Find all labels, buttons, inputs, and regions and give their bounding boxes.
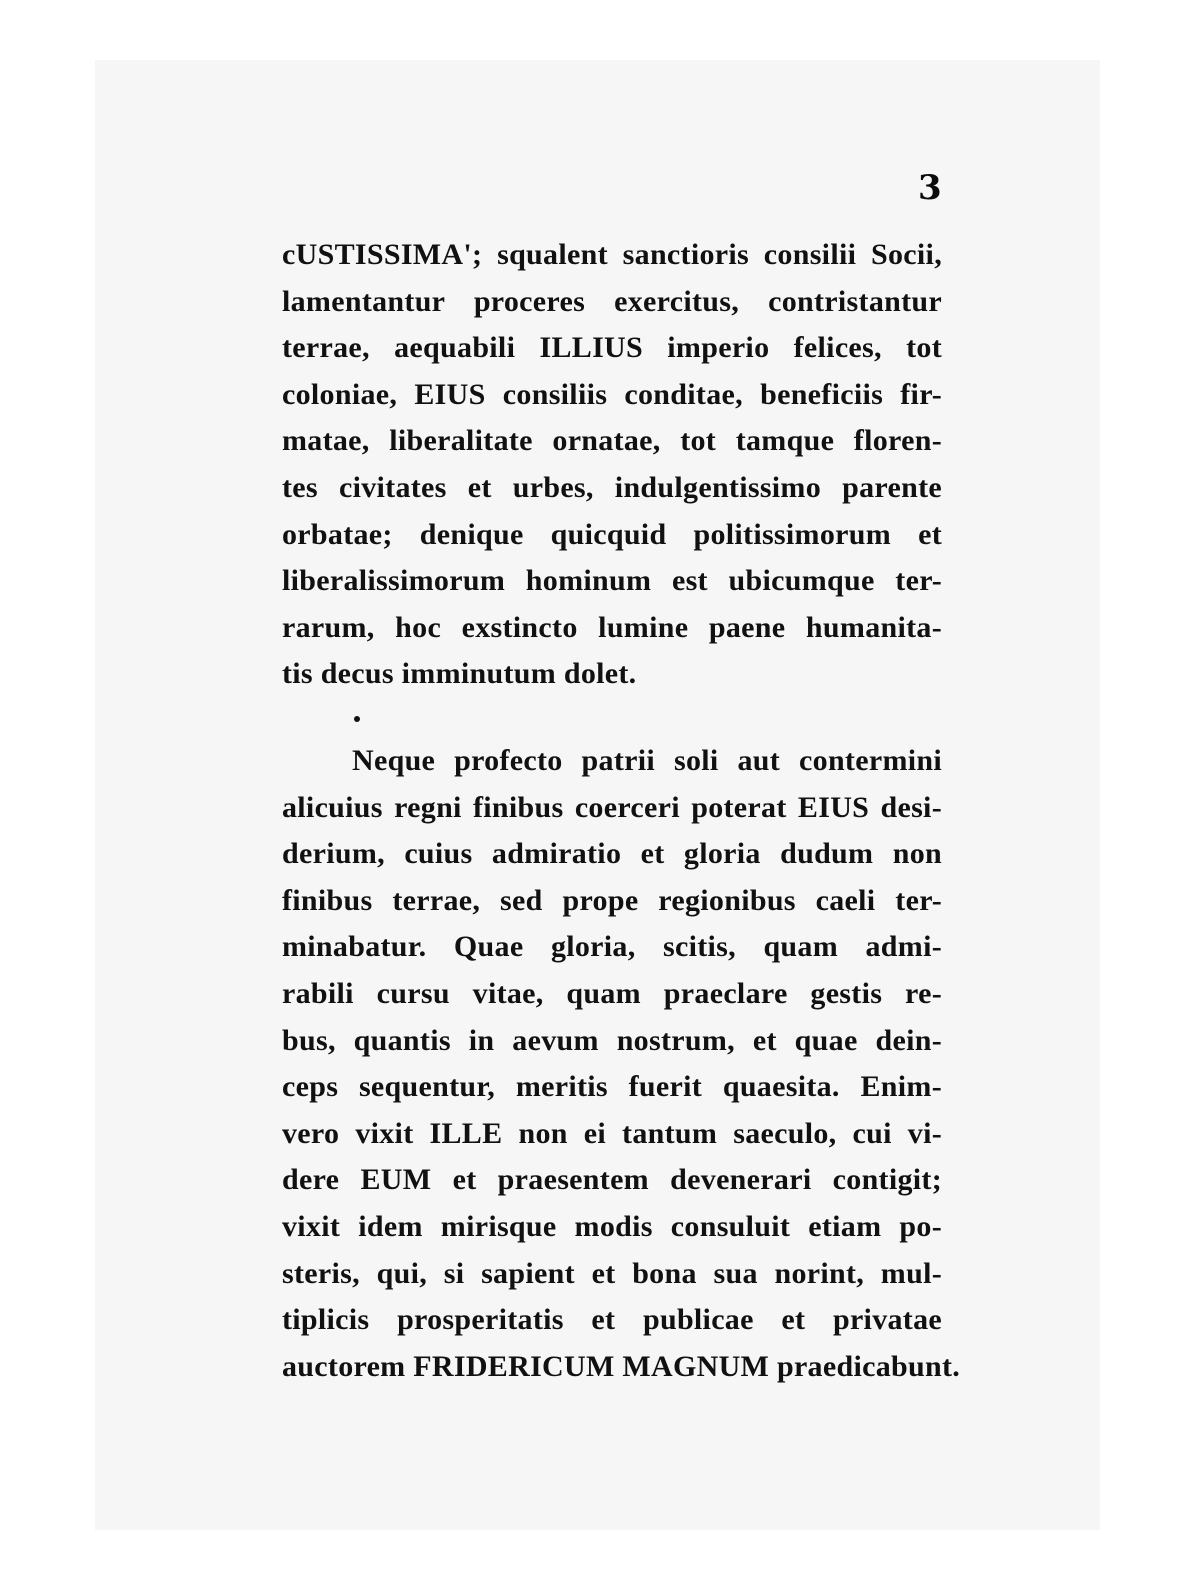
text-line: cUSTISSIMA'; squalent sanctioris consilii Socii, [282, 238, 942, 271]
text-line: alicuius regni finibus coerceri poterat EIUS desi- [282, 790, 942, 824]
text-line: auctorem FRIDERICUM MAGNUM praedicabunt. [282, 1349, 961, 1383]
text-line: tiplicis prosperitatis et publicae et privatae [282, 1303, 942, 1337]
text-line: minabatur. Quae gloria, scitis, quam admi- [282, 930, 942, 964]
text-line: rarum, hoc exstincto lumine paene humanita- [282, 610, 942, 644]
page-number: 3 [918, 168, 942, 208]
text-line: ceps sequentur, meritis fuerit quaesita. Enim- [282, 1070, 942, 1104]
text-line: matae, liberalitate ornatae, tot tamque floren- [282, 424, 942, 458]
text-line: derium, cuius admiratio et gloria dudum non [282, 837, 942, 871]
paragraph-2 [282, 738, 961, 1390]
text-line: vero vixit ILLE non ei tantum saeculo, cui vi- [282, 1116, 942, 1150]
text-line: dere EUM et praesentem devenerari contigit; [282, 1163, 942, 1197]
text-line: tes civitates et urbes, indulgentissimo parente [282, 470, 942, 504]
text-line: Neque profecto patrii soli aut contermini [352, 744, 942, 777]
text-line: lamentantur proceres exercitus, contristantur [282, 284, 942, 318]
text-line: vixit idem mirisque modis consuluit etiam po- [282, 1209, 942, 1243]
text-line: rabili cursu vitae, quam praeclare gestis re- [282, 976, 942, 1010]
text-line: terrae, aequabili ILLIUS imperio felices, tot [282, 331, 942, 365]
text-line: finibus terrae, sed prope regionibus caeli ter- [282, 883, 942, 917]
text-line: steris, qui, si sapient et bona sua norint, mul- [282, 1256, 942, 1290]
paragraph-1 [282, 232, 942, 698]
text-line: bus, quantis in aevum nostrum, et quae dein- [282, 1023, 942, 1057]
text-line: liberalissimorum hominum est ubicumque ter- [282, 564, 942, 598]
text-line: tis decus imminutum dolet. [282, 657, 637, 691]
text-line: coloniae, EIUS consiliis conditae, beneficiis fir- [282, 377, 942, 411]
stray-mark [354, 716, 360, 722]
text-line: orbatae; denique quicquid politissimorum et [282, 517, 942, 551]
